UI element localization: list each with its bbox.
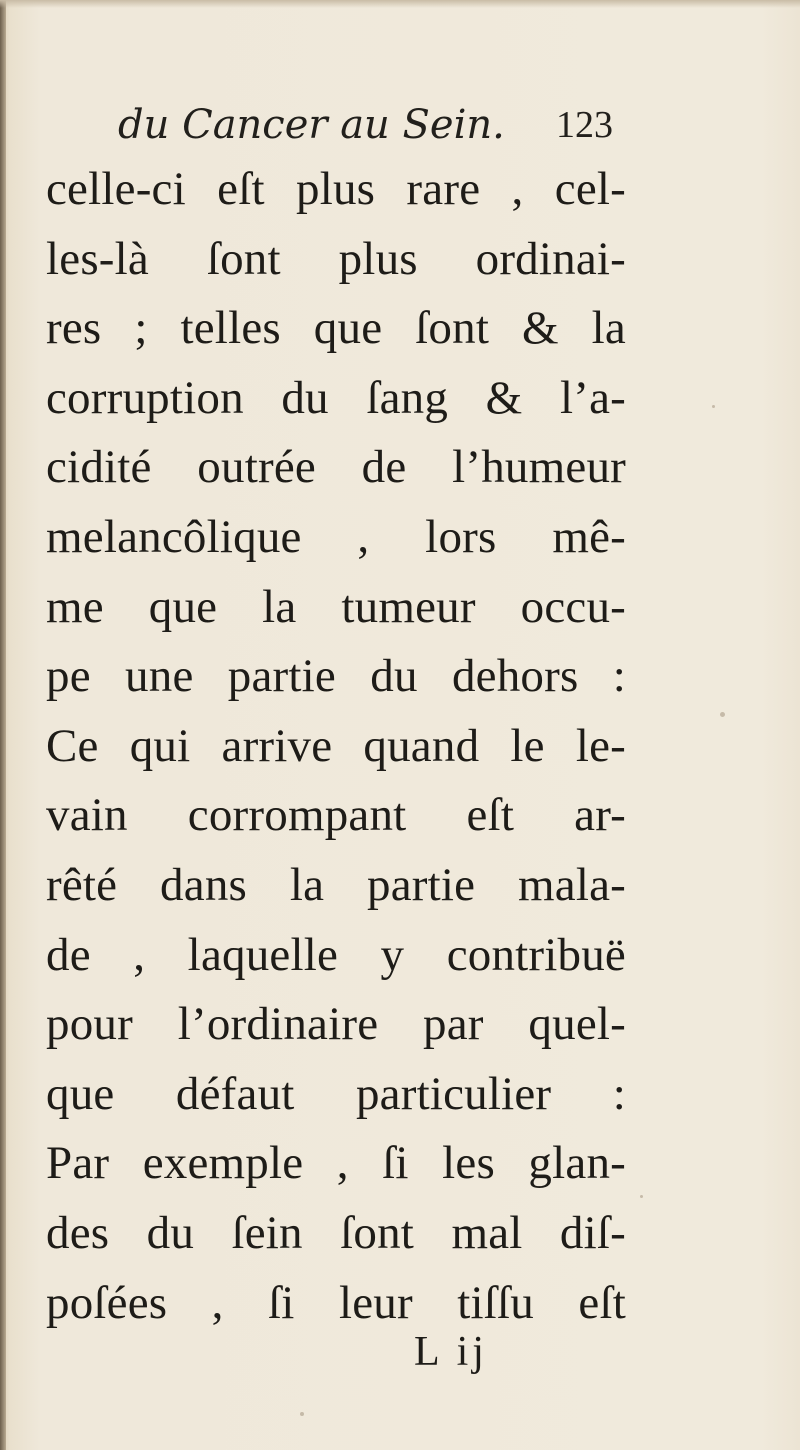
text-line: pe une partie du dehors :: [46, 650, 626, 703]
text-line: corruption du ſang & l’a-: [46, 371, 626, 424]
running-header: [0, 98, 800, 156]
text-line: celle-ci eſt plus rare , cel-: [46, 163, 626, 215]
text-line: des du ſein ſont mal diſ-: [46, 1206, 626, 1259]
body-text: [46, 155, 626, 1338]
text-line: pour l’ordinaire par quel-: [46, 998, 626, 1051]
paper-speck: [640, 1195, 643, 1198]
text-line: que défaut particulier :: [46, 1067, 626, 1120]
page-top-shadow: [0, 0, 800, 8]
paper-speck: [300, 1412, 304, 1416]
text-line: res ; telles que ſont & la: [46, 302, 626, 355]
text-line: poſées , ſi leur tiſſu eſt: [46, 1276, 626, 1329]
text-line: me que la tumeur occu-: [46, 580, 626, 633]
page-number: 123: [556, 104, 613, 146]
signature-mark: L ij: [414, 1329, 488, 1375]
text-line: les-là ſont plus ordinai-: [46, 232, 626, 285]
page-binding-edge: [0, 0, 6, 1450]
text-line: melancôlique , lors mê-: [46, 510, 626, 563]
running-title: du Cancer au Sein.: [118, 102, 505, 148]
paper-speck: [720, 712, 725, 717]
text-line: Ce qui arrive quand le le-: [46, 719, 626, 772]
text-line: de , laquelle y contribuë: [46, 928, 626, 981]
paper-speck: [712, 405, 715, 408]
text-line: cidité outrée de l’humeur: [46, 441, 626, 494]
text-line: Par exemple , ſi les glan-: [46, 1137, 626, 1190]
text-line: vain corrompant eſt ar-: [46, 789, 626, 842]
text-line: rêté dans la partie mala-: [46, 858, 626, 911]
